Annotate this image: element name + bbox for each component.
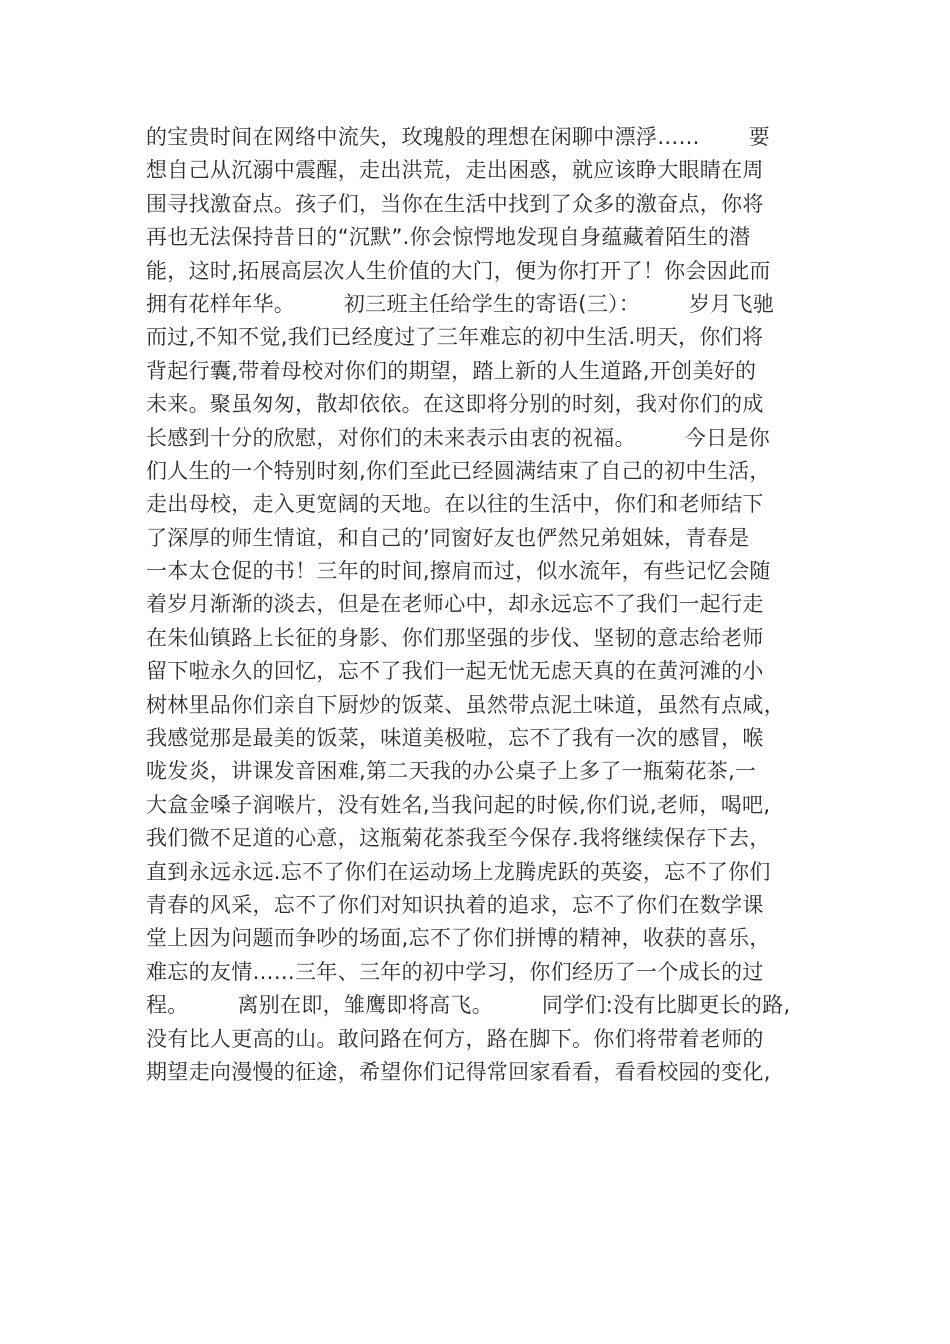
text-line-17: 留下啦永久的回忆，忘不了我们一起无忧无虑天真的在黄河滩的小 xyxy=(146,659,764,684)
text-line-6: 拥有花样年华。 初三班主任给学生的寄语(三）： 岁月飞驰 xyxy=(146,291,775,316)
text-line-25: 堂上因为问题而争吵的场面,忘不了你们拼博的精神，收获的喜乐， xyxy=(146,926,771,951)
text-line-7: 而过,不知不觉,我们已经度过了三年难忘的初中生活.明天，你们将 xyxy=(146,325,764,350)
text-line-5: 能，这时,拓展高层次人生价值的大门，便为你打开了！你会因此而 xyxy=(146,258,771,283)
text-line-22: 我们微不足道的心意，这瓶菊花茶我至今保存.我将继续保存下去， xyxy=(146,826,771,851)
text-line-10: 长感到十分的欣慰，对你们的未来表示由衷的祝福。 今日是你 xyxy=(146,425,770,450)
text-line-20: 咙发炎，讲课发音困难,第二天我的办公桌子上多了一瓶菊花茶,一 xyxy=(146,759,757,784)
text-line-23: 直到永远永远.忘不了你们在运动场上龙腾虎跃的英姿，忘不了你们 xyxy=(146,859,771,884)
body-text xyxy=(146,121,816,1089)
text-line-9: 未来。聚虽匆匆，散却依依。在这即将分别的时刻，我对你们的成 xyxy=(146,392,764,417)
text-line-28: 没有比人更高的山。敢问路在何方，路在脚下。你们将带着老师的 xyxy=(146,1026,764,1051)
text-line-2: 想自己从沉溺中震醒，走出洪荒，走出困惑，就应该睁大眼睛在周 xyxy=(146,158,764,183)
text-line-19: 我感觉那是最美的饭菜，味道美极啦，忘不了我有一次的感冒，喉 xyxy=(146,726,764,751)
text-line-8: 背起行囊,带着母校对你们的期望，踏上新的人生道路,开创美好的 xyxy=(146,358,757,383)
text-line-12: 走出母校，走入更宽阔的天地。在以往的生活中，你们和老师结下 xyxy=(146,492,764,517)
text-line-4: 再也无法保持昔日的“沉默”.你会惊愕地发现自身蕴藏着陌生的潜 xyxy=(146,225,751,250)
text-line-16: 在朱仙镇路上长征的身影、你们那坚强的步伐、坚韧的意志给老师 xyxy=(146,625,764,650)
text-line-11: 们人生的一个特别时刻,你们至此已经圆满结束了自己的初中生活， xyxy=(146,458,771,483)
text-line-3: 围寻找激奋点。孩子们，当你在生活中找到了众多的激奋点，你将 xyxy=(146,191,764,216)
text-line-24: 青春的风采，忘不了你们对知识执着的追求，忘不了你们在数学课 xyxy=(146,892,764,917)
text-line-26: 难忘的友情……三年、三年的初中学习，你们经历了一个成长的过 xyxy=(146,959,764,984)
text-line-21: 大盒金嗓子润喉片，没有姓名,当我问起的时候,你们说,老师，喝吧, xyxy=(146,792,771,817)
text-line-13: 了深厚的师生情谊，和自己的’同窗好友也俨然兄弟姐妹，青春是 xyxy=(146,525,750,550)
text-line-27: 程。 离别在即，雏鹰即将高飞。 同学们:没有比脚更长的路, xyxy=(146,993,791,1018)
text-line-15: 着岁月渐渐的淡去，但是在老师心中，却永远忘不了我们一起行走 xyxy=(146,592,764,617)
text-line-1: 的宝贵时间在网络中流失，玫瑰般的理想在闲聊中漂浮…… 要 xyxy=(146,125,770,149)
text-line-18: 树林里品你们亲自下厨炒的饭菜、虽然带点泥土味道，虽然有点咸， xyxy=(146,692,785,717)
text-line-29: 期望走向漫慢的征途，希望你们记得常回家看看，看看校园的变化, xyxy=(146,1059,771,1084)
text-line-14: 一本太仓促的书！三年的时间,擦肩而过，似水流年，有些记忆会随 xyxy=(146,559,771,584)
